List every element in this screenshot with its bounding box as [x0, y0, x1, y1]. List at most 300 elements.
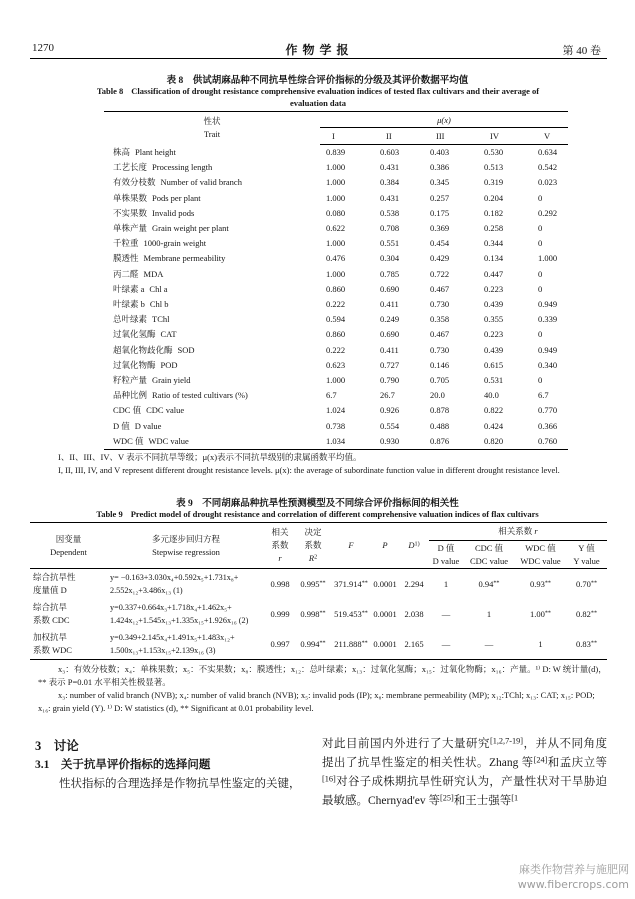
value-cell: [399, 629, 429, 660]
value-cell: 0.146: [430, 359, 450, 370]
value-cell: 0.822: [484, 405, 504, 416]
value-cell: 0.949: [538, 299, 558, 310]
cell-value: 0.999: [270, 608, 290, 619]
trait-name-en: Chl a: [149, 283, 168, 294]
value-cell: 0.554: [380, 420, 400, 431]
cell-value: 0.0001: [373, 638, 397, 649]
value-cell: 0: [538, 283, 543, 294]
regression-equation: [107, 569, 265, 600]
significance-mark: **: [590, 609, 597, 616]
dependent-line: 系数 CDC: [33, 615, 70, 625]
value-cell: 0.340: [538, 359, 558, 370]
significance-mark: **: [544, 579, 551, 586]
d-header-sup: 1): [414, 541, 420, 548]
trait-name-en: Grain weight per plant: [152, 223, 229, 234]
trait-cell: [104, 251, 320, 266]
trait-cell: [104, 327, 320, 342]
trait-name-en: Ratio of tested cultivars (%): [152, 390, 248, 401]
value-cell: 0.439: [484, 299, 504, 310]
table9-notes: [38, 663, 607, 715]
trait-name-en: SOD: [177, 344, 195, 355]
cell-value: 0.93: [530, 578, 545, 589]
significance-mark: **: [361, 639, 368, 646]
value-cell: 0.431: [380, 192, 400, 203]
trait-name-cn: 籽粒产量: [113, 375, 148, 386]
value-cell: 0.730: [430, 299, 450, 310]
value-cell: 0.447: [484, 268, 504, 279]
trait-header-cn: 性状: [203, 116, 221, 127]
cdc-cn: CDC 值: [474, 542, 504, 553]
cell-value: 0.70: [576, 578, 591, 589]
cell-value: 0.82: [576, 608, 591, 619]
trait-name-en: D value: [134, 420, 162, 431]
subsection-heading: 3.1 关于抗旱评价指标的选择问题: [35, 759, 211, 771]
value-cell: 0.384: [380, 177, 400, 188]
text-segment: 对此目前国内外进行了大量研究: [322, 738, 490, 750]
value-cell: 0.345: [430, 177, 450, 188]
value-cell: [265, 569, 295, 600]
value-cell: [566, 569, 607, 600]
y-cn: Y 值: [578, 542, 595, 553]
trait-name-cn: 不实果数: [113, 207, 148, 218]
equation-line: y=0.337+0.664x₃+1.718x₄+1.462x₅+: [110, 603, 232, 612]
table8-note-en: I, II, III, IV, and V represent different drought resistance levels. μ(x): the average of subordinate function value in different drought resistance level.: [58, 465, 560, 475]
trait-name-cn: 丙二醛: [113, 268, 139, 279]
dependent-header-en: Dependent: [50, 546, 87, 557]
trait-name-en: TChl: [152, 314, 170, 325]
value-cell: 0: [538, 223, 543, 234]
value-cell: 0.403: [430, 147, 450, 157]
dependent-cell: [30, 599, 107, 629]
trait-cell: [104, 403, 320, 418]
table-row: [104, 175, 568, 190]
trait-name-cn: 膜透性: [113, 253, 139, 264]
table9-note-cn: x₃：有效分枝数；x₄：单株果数；x₅：不实果数；x₈：膜透性；x₁₂：总叶绿素；x₁₃：过氧化氢酶；x₁₅：过氧化物酶；x₁₆：产量。¹⁾ D: W 统计量(d)，** 表示 P=0.01 水平相关性极显著。: [38, 664, 607, 687]
value-cell: [429, 569, 463, 600]
trait-name-en: POD: [160, 359, 178, 370]
table9-header-dependent: [30, 523, 107, 569]
value-cell: [566, 599, 607, 629]
value-cell: 0.790: [380, 375, 400, 386]
wdc-cn: WDC 值: [525, 542, 556, 553]
value-cell: 26.7: [380, 390, 395, 401]
cell-value: 0.997: [270, 638, 290, 649]
value-cell: 0.530: [484, 147, 504, 157]
value-cell: [295, 569, 331, 600]
value-cell: 0.249: [380, 314, 400, 325]
table-row: [104, 312, 568, 327]
equation-line: y=0.349+2.145x₄+1.491x₅+1.483x₁₂+: [110, 633, 235, 642]
trait-cell: [104, 388, 320, 403]
level-header: I: [320, 128, 374, 145]
regression-header-en: Stepwise regression: [152, 546, 220, 557]
value-cell: 0.722: [430, 268, 450, 279]
table9-header-cdc: [463, 541, 515, 569]
value-cell: 1.034: [326, 435, 346, 446]
value-cell: 0.705: [430, 375, 450, 386]
value-cell: 0: [538, 238, 543, 249]
watermark-url: www.fibercrops.com: [517, 878, 629, 891]
table-row: [104, 388, 568, 403]
value-cell: 0.949: [538, 344, 558, 355]
significance-mark: **: [319, 579, 326, 586]
trait-cell: [104, 175, 320, 190]
value-cell: 0.708: [380, 223, 400, 234]
level-header: IV: [478, 128, 532, 145]
cell-value: 0.995: [300, 578, 320, 589]
value-cell: [463, 599, 515, 629]
value-cell: 0.222: [326, 299, 346, 310]
trait-name-cn: 工艺长度: [113, 162, 148, 173]
value-cell: 0.366: [538, 420, 558, 431]
trait-name-en: Pods per plant: [152, 192, 201, 203]
table8-notes: [38, 451, 607, 477]
corr-header-symbol: r: [534, 526, 538, 536]
value-cell: [331, 599, 371, 629]
value-cell: [515, 569, 566, 600]
value-cell: 0.467: [430, 329, 450, 340]
level-header: II: [374, 128, 424, 145]
table-row: [104, 403, 568, 418]
journal-name: 作 物 学 报: [285, 43, 350, 57]
r-header-cn: 相关系数: [271, 527, 289, 550]
volume-label: 第 40 卷: [562, 45, 601, 57]
trait-header-en: Trait: [203, 129, 221, 140]
trait-name-en: CDC value: [146, 405, 185, 416]
cell-value: 1: [538, 638, 543, 649]
value-cell: 0.304: [380, 253, 400, 264]
dependent-line: 加权抗旱: [33, 632, 68, 642]
level-header: III: [424, 128, 478, 145]
value-cell: 0.513: [484, 162, 504, 173]
value-cell: 0.878: [430, 405, 450, 416]
trait-cell: [104, 191, 320, 206]
value-cell: [515, 629, 566, 660]
value-cell: 0.223: [484, 283, 504, 294]
value-cell: 0.080: [326, 207, 346, 218]
r2-header-symbol: R: [308, 553, 315, 563]
value-cell: 0.467: [430, 283, 450, 294]
table-row: [104, 236, 568, 251]
cell-value: 2.038: [404, 608, 424, 619]
value-cell: 0.860: [326, 283, 346, 294]
value-cell: 0.603: [380, 147, 400, 157]
table9-header-regression: [107, 523, 265, 569]
table-row: [104, 419, 568, 434]
value-cell: 0.542: [538, 162, 558, 173]
cell-value: 519.453: [334, 608, 362, 619]
citation: [16]: [322, 774, 336, 784]
regression-header-cn: 多元逐步回归方程: [151, 533, 220, 544]
value-cell: 0.538: [380, 207, 400, 218]
value-cell: 0.222: [326, 344, 346, 355]
value-cell: 0.424: [484, 420, 504, 431]
value-cell: 0.623: [326, 359, 346, 370]
value-cell: 0: [538, 268, 543, 279]
trait-name-en: Plant height: [135, 146, 176, 157]
trait-name-cn: 株高: [113, 146, 131, 157]
regression-equation: [107, 629, 265, 660]
r2-header-cn: 决定系数: [304, 527, 322, 550]
table9-note-en: x₃: number of valid branch (NVB); x₄: number of valid branch (NVB); x₅: invalid pods (IP); x₈: membrane permeability (MP); x₁₂:TChl; x₁₃: CAT; x₁₅: POD; x₁₆: grain yield (Y). ¹⁾ D: W statistics (d), ** Significant at 0.01 probability level.: [38, 690, 595, 713]
value-cell: [371, 599, 399, 629]
dvalue-cn: D 值: [437, 542, 455, 553]
value-cell: 0.531: [484, 375, 504, 386]
value-cell: 40.0: [484, 390, 499, 401]
cell-value: —: [441, 608, 451, 619]
cell-value: 0.0001: [373, 608, 397, 619]
value-cell: 0.690: [380, 283, 400, 294]
value-cell: 1.000: [326, 238, 346, 249]
significance-mark: **: [319, 609, 326, 616]
trait-name-cn: 有效分枝数: [113, 177, 156, 188]
table9-header-r: [265, 523, 295, 569]
trait-cell: [104, 160, 320, 175]
value-cell: 0.386: [430, 162, 450, 173]
equation-line: y= −0.163+3.030x₄+0.592x₅+1.731x₈+: [110, 573, 239, 582]
watermark-site-name: 麻类作物营养与施肥网: [519, 863, 629, 876]
value-cell: 0.023: [538, 177, 558, 188]
citation: [24]: [533, 755, 548, 765]
value-cell: [399, 569, 429, 600]
table-row: [30, 599, 607, 629]
table-row: [30, 569, 607, 600]
table8-header-trait: [104, 112, 320, 145]
section-heading: 3 讨论: [35, 739, 79, 753]
value-cell: 0.760: [538, 435, 558, 446]
trait-cell: [104, 373, 320, 388]
table-row: [104, 327, 568, 342]
value-cell: 1.000: [326, 162, 346, 173]
cdc-en: CDC value: [469, 555, 508, 566]
equation-line: 2.552x₁₂+3.486x₁₃ (1): [110, 586, 183, 595]
citation: [25]: [440, 793, 454, 803]
table8-label: Table 8: [96, 86, 124, 96]
value-cell: 0.411: [380, 299, 399, 310]
value-cell: 0.839: [326, 147, 346, 157]
trait-name-en: Processing length: [152, 162, 213, 173]
value-cell: 0.257: [430, 192, 450, 203]
regression-equation: [107, 599, 265, 629]
dependent-cell: [30, 569, 107, 600]
value-cell: 0.134: [484, 253, 504, 264]
value-cell: 0.594: [326, 314, 346, 325]
citation: [1: [511, 793, 519, 803]
left-column-paragraph: 性状指标的合理选择是作物抗旱性鉴定的关键，: [59, 778, 301, 790]
value-cell: 0.876: [430, 435, 450, 446]
table9-title-en-text: Predict model of drought resistance and correlation of different comprehensive valuation indices of flax cultivars: [130, 509, 539, 519]
cell-value: 371.914: [334, 578, 362, 589]
trait-name-cn: WDC 值: [113, 435, 144, 446]
trait-name-cn: D 值: [113, 420, 130, 431]
cell-value: 2.294: [404, 578, 424, 589]
table-row: [104, 206, 568, 221]
cell-value: 0.83: [576, 638, 591, 649]
table-row: [104, 251, 568, 266]
table8-title-en-text: Classification of drought resistance comprehensive evaluation indices of tested flax cultivars and their average of evaluation data: [131, 86, 540, 108]
trait-cell: [104, 343, 320, 358]
cell-value: 2.165: [404, 638, 424, 649]
table9-header-r2: [295, 523, 331, 569]
d-header-symbol: D: [408, 540, 415, 550]
value-cell: 1.024: [326, 405, 346, 416]
table9-label: Table 9: [96, 509, 123, 519]
significance-mark: **: [319, 639, 326, 646]
cell-value: 0.994: [300, 638, 320, 649]
table9-title-cn: 表 9 不同胡麻品种抗旱性预测模型及不同综合评价指标间的相关性: [176, 499, 459, 509]
significance-mark: **: [590, 579, 597, 586]
trait-name-en: WDC value: [148, 435, 189, 446]
trait-name-cn: 过氧化氢酶: [113, 329, 156, 340]
value-cell: 0.204: [484, 192, 504, 203]
value-cell: 0.292: [538, 207, 558, 218]
header-rule: [30, 58, 607, 59]
value-cell: [371, 629, 399, 660]
y-en: Y value: [573, 555, 600, 566]
value-cell: 0.339: [538, 314, 558, 325]
cell-value: —: [484, 638, 494, 649]
r2-header-sup: 2: [314, 554, 318, 561]
value-cell: 0.344: [484, 238, 504, 249]
level-header: V: [532, 128, 568, 145]
value-cell: 0.319: [484, 177, 504, 188]
value-cell: 0.785: [380, 268, 400, 279]
trait-cell: [104, 312, 320, 327]
table9-header-correlation: [429, 523, 607, 541]
value-cell: 1.000: [326, 375, 346, 386]
trait-name-en: Grain yield: [152, 375, 191, 386]
corr-header-cn: 相关系数: [498, 526, 533, 536]
trait-cell: [104, 145, 320, 161]
value-cell: [265, 629, 295, 660]
trait-name-en: 1000-grain weight: [143, 238, 207, 249]
significance-mark: **: [361, 579, 368, 586]
dependent-cell: [30, 629, 107, 660]
trait-cell: [104, 206, 320, 221]
trait-name-cn: 超氧化物歧化酶: [113, 344, 173, 355]
dependent-header-cn: 因变量: [55, 533, 82, 544]
cell-value: 211.888: [334, 638, 362, 649]
value-cell: 6.7: [326, 390, 337, 401]
value-cell: 0.439: [484, 344, 504, 355]
dependent-line: 系数 WDC: [33, 645, 72, 655]
table9-header-d: [399, 523, 429, 569]
value-cell: 0.930: [380, 435, 400, 446]
text-segment: 和王士强等: [453, 795, 512, 807]
trait-cell: [104, 236, 320, 251]
dependent-line: 综合抗旱: [33, 602, 68, 612]
table8: [104, 111, 568, 450]
value-cell: [566, 629, 607, 660]
value-cell: 0.727: [380, 359, 400, 370]
value-cell: 0.476: [326, 253, 346, 264]
value-cell: 1.000: [326, 192, 346, 203]
trait-name-cn: 总叶绿素: [113, 314, 148, 325]
value-cell: 0.223: [484, 329, 504, 340]
significance-mark: **: [493, 579, 500, 586]
table-row: [104, 343, 568, 358]
table9-title-en: [40, 508, 595, 520]
trait-name-cn: 品种比例: [113, 390, 148, 401]
table-row: [104, 297, 568, 312]
value-cell: 0: [538, 329, 543, 340]
significance-mark: **: [361, 609, 368, 616]
trait-name-en: Invalid pods: [152, 207, 195, 218]
value-cell: 0.358: [430, 314, 450, 325]
citation: [1,2,7-19]: [489, 736, 524, 746]
value-cell: 0.429: [430, 253, 450, 264]
value-cell: [515, 599, 566, 629]
trait-name-cn: 单株产量: [113, 223, 148, 234]
table-row: [104, 191, 568, 206]
value-cell: [429, 629, 463, 660]
equation-line: 1.424x₁₂+1.545x₁₃+1.335x₁₅+1.926x₁₆ (2): [110, 616, 249, 625]
trait-cell: [104, 358, 320, 373]
value-cell: 0.182: [484, 207, 504, 218]
cell-value: 1: [486, 608, 492, 619]
table-row: [30, 629, 607, 660]
value-cell: [463, 569, 515, 600]
table-row: [104, 358, 568, 373]
value-cell: 0.738: [326, 420, 346, 431]
value-cell: 0.730: [430, 344, 450, 355]
table-row: [104, 434, 568, 450]
trait-cell: [104, 434, 320, 450]
significance-mark: **: [544, 609, 551, 616]
value-cell: 1.000: [538, 253, 558, 264]
significance-mark: **: [590, 639, 597, 646]
table9-header-p: P: [371, 523, 399, 569]
dependent-line: 度量值 D: [33, 585, 67, 595]
value-cell: [295, 629, 331, 660]
value-cell: [331, 629, 371, 660]
value-cell: 1.000: [326, 177, 346, 188]
table8-header-mu: μ(x): [320, 112, 568, 128]
text-segment: 对谷子成株期抗旱性研究认为，产量性状对干旱胁迫最敏感。Chernyad'ev 等: [322, 776, 607, 807]
table9-header-y: [566, 541, 607, 569]
cell-value: —: [441, 638, 451, 649]
value-cell: 0.355: [484, 314, 504, 325]
equation-line: 1.500x₁₃+1.153x₁₅+2.139x₁₆ (3): [110, 646, 216, 655]
value-cell: 0.926: [380, 405, 400, 416]
table8-note-cn: I、II、III、IV、V 表示不同抗旱等级；μ(x)表示不同抗旱级别的隶属函数平均值。: [58, 452, 362, 462]
trait-cell: [104, 221, 320, 236]
table-row: [104, 160, 568, 175]
dependent-line: 综合抗旱性: [33, 572, 76, 582]
table9-header-dvalue: [429, 541, 463, 569]
value-cell: [295, 599, 331, 629]
trait-cell: [104, 419, 320, 434]
value-cell: 0.551: [380, 238, 400, 249]
trait-name-cn: 叶绿素 b: [113, 299, 145, 310]
table-row: [104, 145, 568, 161]
value-cell: 0.860: [326, 329, 346, 340]
value-cell: 0.369: [430, 223, 450, 234]
value-cell: [463, 629, 515, 660]
value-cell: 0.634: [538, 147, 558, 157]
table9-header-wdc: [515, 541, 566, 569]
value-cell: 0.175: [430, 207, 450, 218]
value-cell: 6.7: [538, 390, 549, 401]
cell-value: 0.998: [300, 608, 320, 619]
value-cell: 1.000: [326, 268, 346, 279]
value-cell: 0: [538, 192, 543, 203]
value-cell: 0: [538, 375, 543, 386]
page-number: 1270: [32, 42, 54, 54]
value-cell: [371, 569, 399, 600]
trait-name-en: MDA: [143, 268, 164, 279]
table8-title-en: [92, 85, 544, 109]
